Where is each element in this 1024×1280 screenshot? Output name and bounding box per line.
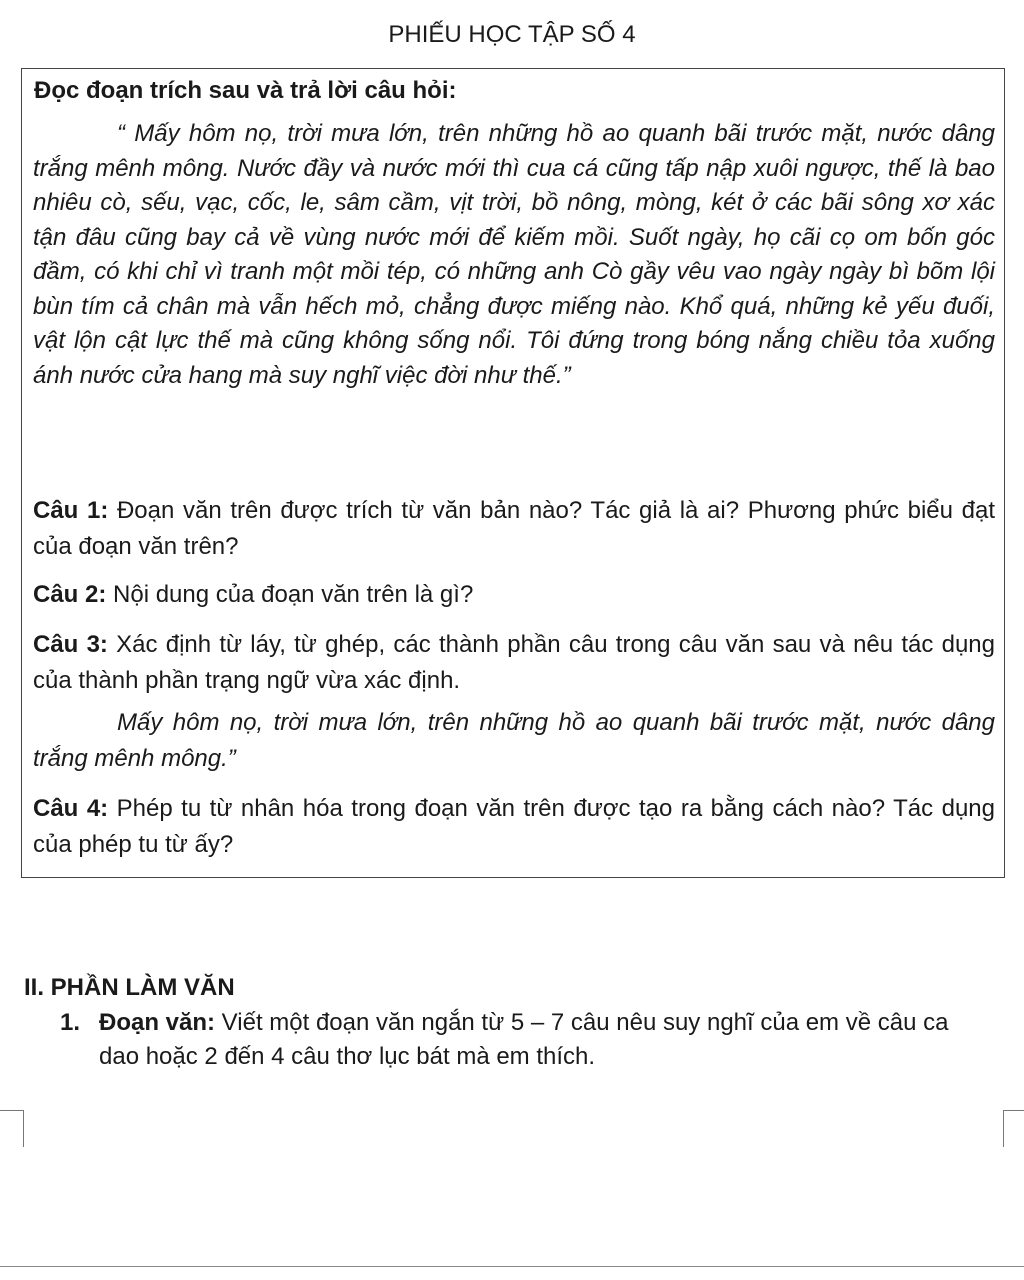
question-3-label: Câu 3: [33,631,108,658]
task-number: 1. [60,1009,81,1036]
task-body [60,1006,990,1074]
question-3 [33,627,995,699]
quoted-sentence: Mấy hôm nọ, trời mưa lớn, trên những hồ ao quanh bãi trước mặt, nước dâng trắng mênh mông.” [33,709,995,772]
question-2-label: Câu 2: [33,581,107,608]
question-1-label: Câu 1: [33,497,109,524]
question-4-text: Phép tu từ nhân hóa trong đoạn văn trên được tạo ra bằng cách nào? Tác dụng của phép tu từ ấy? [33,795,996,858]
question-3-text: Xác định từ láy, từ ghép, các thành phần câu trong câu văn sau và nêu tác dụng của thành phần trạng ngữ vừa xác định. [33,631,995,694]
worksheet-title: PHIẾU HỌC TẬP SỐ 4 [388,21,636,48]
question-2-text: Nội dung của đoạn văn trên là gì? [106,581,474,608]
writing-task-1 [60,1006,990,1074]
question-2 [33,577,995,613]
page-bottom-rule [0,1266,1024,1267]
question-1-text: Đoạn văn trên được trích từ văn bản nào? Tác giả là ai? Phương phức biểu đạt của đoạn văn trên? [33,497,995,560]
question-1 [33,493,995,565]
excerpt-passage: “ Mấy hôm nọ, trời mưa lớn, trên những hồ ao quanh bãi trước mặt, nước dâng trắng mênh mông. Nước đầy và nước mới thì cua cá cũng tấp nập xuôi ngược, thế là bao nhiêu cò, sếu, vạc, cốc, le, sâm cầm, vịt trời, bồ nông, mòng, két ở các bãi sông xơ xác tận đâu cũng bay cả về vùng nước mới để kiếm mồi. Suốt ngày, họ cãi cọ om bốn góc đầm, có khi chỉ vì tranh một mồi tép, có những anh Cò gầy vêu vao ngày ngày bì bõm lội bùn tím cả chân mà vẫn hếch mỏ, chẳng được miếng nào. Khổ quá, những kẻ yếu đuối, vật lộn cật lực thế mà cũng không sống nổi. Tôi đứng trong bóng nắng chiều tỏa xuống ánh nước cửa hang mà suy nghĩ việc đời như thế.” [33,120,995,389]
writing-section-heading: II. PHẦN LÀM VĂN [24,974,235,1001]
question-4-label: Câu 4: [33,795,109,822]
page-corner-mark-right [1003,1110,1024,1147]
page-corner-mark-left [0,1110,24,1147]
task-label: Đoạn văn: [99,1009,216,1036]
reading-instruction: Đọc đoạn trích sau và trả lời câu hỏi: [34,77,457,104]
reading-comprehension-box [21,68,1005,878]
question-4 [33,791,995,863]
task-text: Viết một đoạn văn ngắn từ 5 – 7 câu nêu suy nghĩ của em về câu ca dao hoặc 2 đến 4 câu thơ lục bát mà em thích. [99,1009,949,1070]
